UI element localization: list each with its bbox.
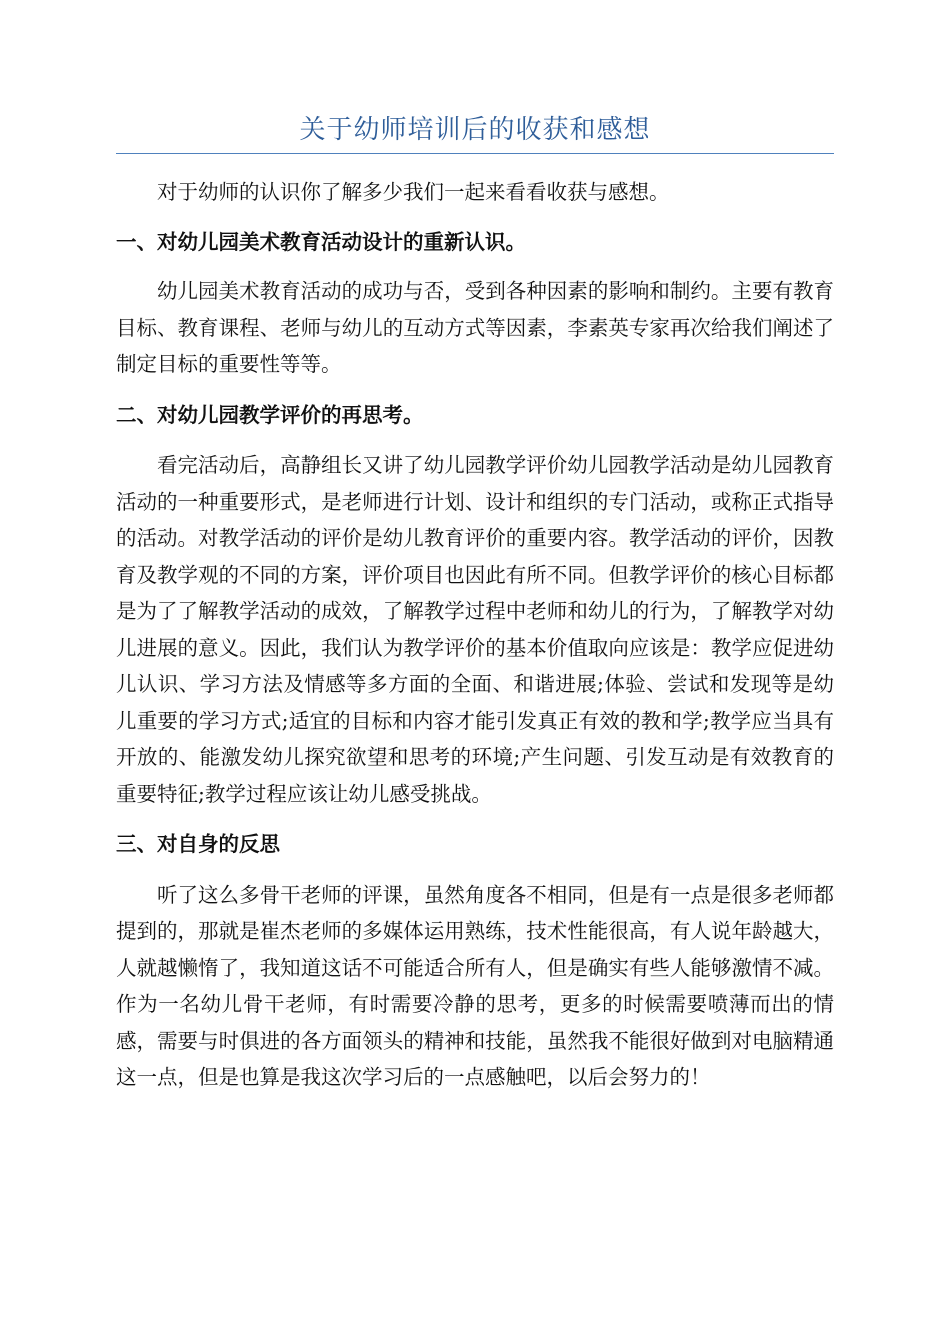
section-body-2: 看完活动后，高静组长又讲了幼儿园教学评价幼儿园教学活动是幼儿园教育活动的一种重要形式，是老师进行计划、设计和组织的专门活动，或称正式指导的活动。对教学活动的评价是幼儿教育评价的重要内容。教学活动的评价，因教育及教学观的不同的方案，评价项目也因此有所不同。但教学评价的核心目标都是为了了解教学活动的成效，了解教学过程中老师和幼儿的行为，了解教学对幼儿进展的意义。因此，我们认为教学评价的基本价值取向应该是：教学应促进幼儿认识、学习方法及情感等多方面的全面、和谐进展;体验、尝试和发现等是幼儿重要的学习方式;适宜的目标和内容才能引发真正有效的教和学;教学应当具有开放的、能激发幼儿探究欲望和思考的环境;产生问题、引发互动是有效教育的重要特征;教学过程应该让幼儿感受挑战。 [116,453,834,806]
intro-paragraph: 对于幼师的认识你了解多少我们一起来看看收获与感想。 [157,180,670,204]
section-heading-1: 一、对幼儿园美术教育活动设计的重新认识。 [116,229,526,254]
document-page [116,110,834,1096]
section-heading-3: 三、对自身的反思 [116,832,280,856]
document-title: 关于幼师培训后的收获和感想 [116,110,834,154]
section-body-3: 听了这么多骨干老师的评课，虽然角度各不相同，但是有一点是很多老师都提到的，那就是崔杰老师的多媒体运用熟练，技术性能很高，有人说年龄越大，人就越懒惰了，我知道这话不可能适合所有人，但是确实有些人能够激情不减。作为一名幼儿骨干老师，有时需要冷静的思考，更多的时候需要喷薄而出的情感，需要与时俱进的各方面领头的精神和技能，虽然我不能很好做到对电脑精通这一点，但是也算是我这次学习后的一点感触吧，以后会努力的！ [116,882,834,1089]
section-heading-2: 二、对幼儿园教学评价的再思考。 [116,402,424,427]
section-body-1: 幼儿园美术教育活动的成功与否，受到各种因素的影响和制约。主要有教育目标、教育课程、老师与幼儿的互动方式等因素，李素英专家再次给我们阐述了制定目标的重要性等等。 [116,279,834,376]
